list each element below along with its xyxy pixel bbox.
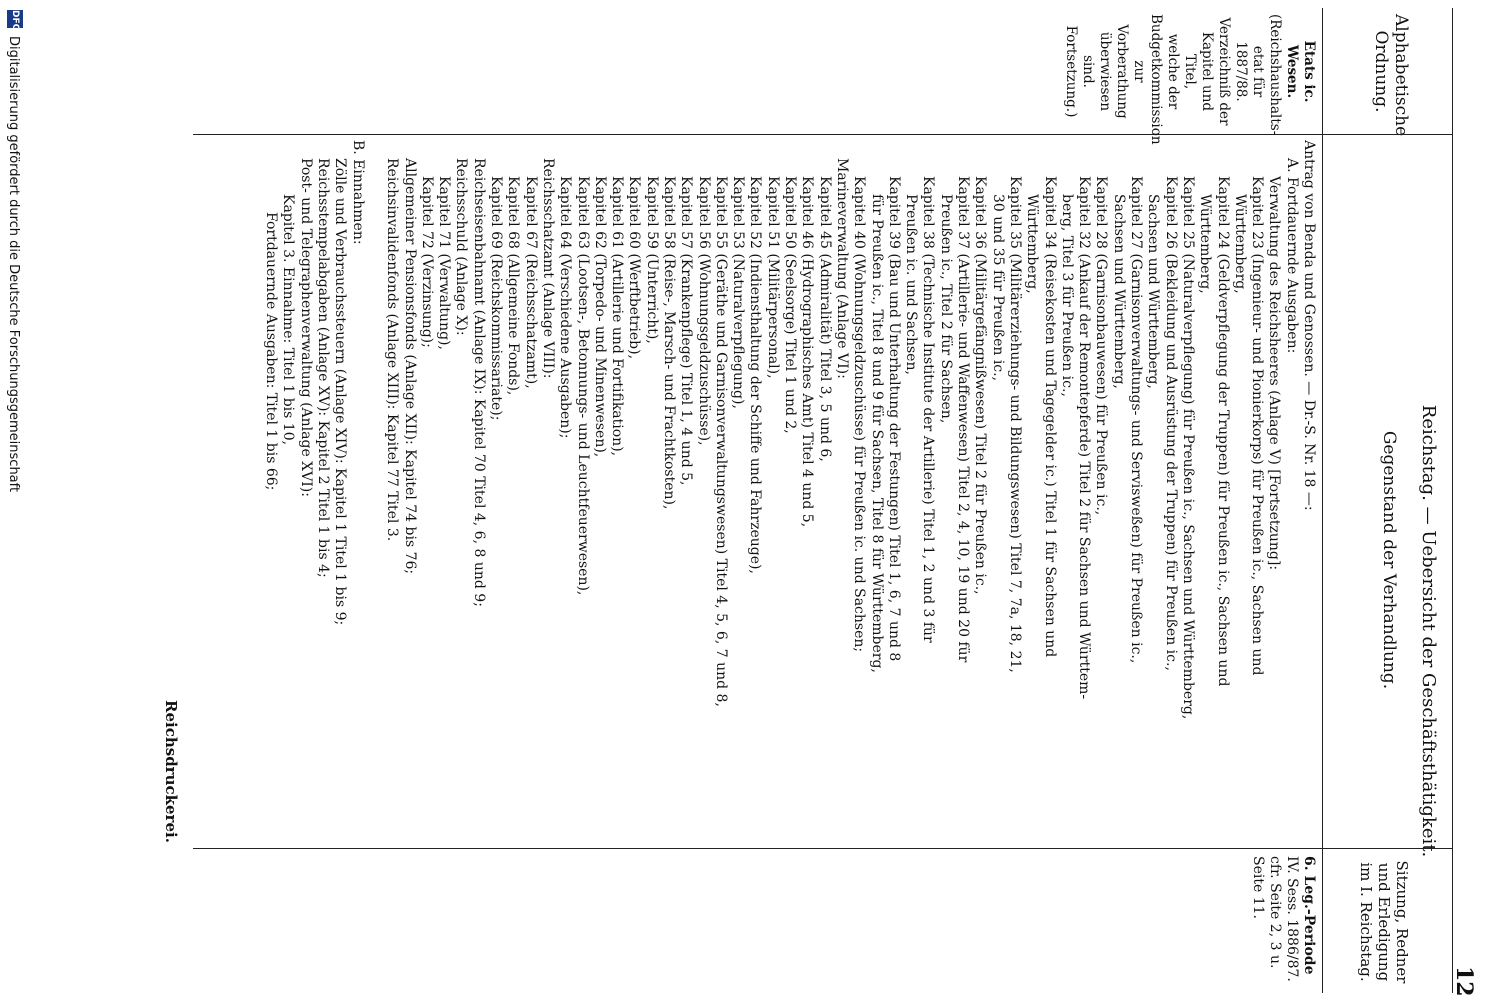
main-text-line: Reichsschuld (Anlage X): — [453, 158, 470, 336]
digitization-notice — [3, 10, 25, 990]
header-right: Sitzung, Redner und Erledigung im I. Reichstag. — [1357, 860, 1411, 984]
main-text-line: Verwaltung des Reichsheeres (Anlage V) [Fortsetzung]: — [1266, 176, 1283, 571]
main-text-line: Kapitel 61 (Artillerie und Fortifikation), — [609, 176, 626, 457]
main-text-line: Württemberg, — [1024, 194, 1041, 294]
main-text-line: Kapitel 38 (Technische Institute der Artillerie) Titel 1, 2 und 3 für — [920, 176, 937, 643]
left-column-line: Etats ic. Wesen. — [1284, 40, 1317, 103]
column-divider-left — [193, 134, 1453, 135]
main-text-line: Kapitel 34 (Reisekosten und Tagegelder ic.) Titel 1 für Sachsen und — [1041, 176, 1058, 658]
main-text-line: Württemberg, — [1197, 194, 1214, 294]
right-column — [1249, 856, 1317, 988]
main-text-line: Kapitel 57 (Krankenpflege) Titel 1, 4 und 5, — [678, 176, 695, 486]
main-text-line: Kapitel 56 (Wohnungsgeldzuschüsse), — [695, 176, 712, 446]
column-divider-right — [193, 848, 1453, 849]
main-text-line: Kapitel 39 (Bau und Unterhaltung der Festungen) Titel 1, 6, 7 und 8 — [885, 176, 902, 662]
main-text-line: 30 und 35 für Preußen ic., — [989, 194, 1006, 382]
main-text-line: Kapitel 23 (Ingenieur- und Pionierkorps) für Preußen ic., Sachsen und — [1249, 176, 1266, 676]
main-text-line: Kapitel 24 (Geldverpflegung der Truppen) für Preußen ic., Sachsen und — [1214, 176, 1231, 687]
header-rule — [1322, 8, 1323, 993]
main-text-line: Kapitel 53 (Naturalverpflegung), — [730, 176, 747, 409]
main-text-line: Reichsinvalidenfonds (Anlage XIII): Kapitel 77 Titel 3. — [384, 158, 401, 542]
main-text-line: Kapitel 52 (Indiensthaltung der Schiffe und Fahrzeuge), — [747, 176, 764, 574]
left-column-line: Fortsetzung.) — [1063, 25, 1079, 118]
main-text-line: Kapitel 69 (Reichskommissariate); — [488, 176, 505, 421]
main-text-line: für Preußen ic., Titel 8 und 9 für Sachsen, Titel 8 für Württemberg, — [868, 194, 885, 673]
main-text-line: Reichsstempelabgaben (Anlage XV): Kapitel 2 Titel 1 bis 4; — [315, 158, 332, 578]
main-text-line: Kapitel 64 (Verschiedene Ausgaben); — [557, 176, 574, 439]
main-text-line — [366, 140, 383, 840]
left-column-line: zur Vorberathung — [1114, 24, 1147, 119]
left-column-line: etat für 1887/88. — [1233, 41, 1266, 102]
main-text-line: Kapitel 3. Einnahme: Titel 1 bis 10, — [280, 194, 297, 446]
main-text-line: Post- und Telegraphenverwaltung (Anlage XVI): — [297, 158, 314, 497]
main-text-line: Kapitel 68 (Allgemeine Fonds), — [505, 176, 522, 396]
left-column-line: überwiesen sind. — [1080, 31, 1113, 112]
main-text-line: Kapitel 46 (Hydrographisches Amt) Titel 4 und 5, — [799, 176, 816, 528]
printer-imprint: Reichsdruckerei. — [162, 700, 180, 843]
main-text-line: Kapitel 50 (Seelsorge) Titel 1 und 2, — [782, 176, 799, 434]
main-text-line: Preußen ic. und Sachsen, — [903, 194, 920, 375]
main-text-line: Kapitel 36 (Militärgefängnißwesen) Titel 2 für Preußen ic., — [972, 176, 989, 595]
main-text-line: Kapitel 45 (Admiralität) Titel 3, 5 und 6, — [816, 176, 833, 462]
main-text-line: Fortdauernde Ausgaben: Titel 1 bis 66; — [263, 212, 280, 491]
page-number: 12 — [1451, 966, 1477, 997]
main-text-line: Kapitel 63 (Lootsen-, Betonnungs- und Leuchtfeuerwesen), — [574, 176, 591, 596]
main-text-line: B. Einnahmen: — [349, 140, 366, 245]
left-column — [1062, 14, 1317, 145]
main-text-line: Sachsen und Württemberg, — [1110, 194, 1127, 389]
right-column-line: 6. Leg.-Periode — [1301, 856, 1317, 975]
main-text-line: Kapitel 40 (Wohnungsgeldzuschüsse) für Preußen ic. und Sachsen; — [851, 176, 868, 653]
main-text-line: Kapitel 55 (Geräthe und Garnisonverwaltungswesen) Titel 4, 5, 6, 7 und 8, — [712, 176, 729, 707]
main-text-line: A. Fortdauernde Ausgaben: — [1283, 158, 1300, 354]
main-text-line: Kapitel 32 (Ankauf der Remontepferde) Titel 2 für Sachsen und Württem- — [1076, 176, 1093, 700]
main-text-line: Kapitel 58 (Reise-, Marsch- und Frachtkosten), — [661, 176, 678, 510]
running-title: Reichstag. — Uebersicht der Geschäftsthätigkeit. — [1418, 404, 1439, 858]
main-text-line: Kapitel 26 (Bekleidung und Ausrüstung der Truppen) für Preußen ic., — [1162, 176, 1179, 671]
left-column-line: Budgetkommission — [1148, 14, 1164, 145]
left-column-line: Verzeichniß der — [1216, 17, 1232, 126]
main-text-line: Preußen ic., Titel 2 für Sachsen, — [937, 194, 954, 424]
main-text-line: Kapitel 71 (Verwaltung), — [436, 176, 453, 350]
main-text-line: Kapitel 60 (Werftbetrieb), — [626, 176, 643, 360]
top-rule — [1452, 8, 1453, 993]
main-text-line: Kapitel 27 (Garnisonverwaltungs- und Servisweßen) für Preußen ic., — [1128, 176, 1145, 664]
main-text-line: Württemberg, — [1231, 194, 1248, 294]
main-text-line: Kapitel 67 (Reichsschatzamt), — [522, 176, 539, 389]
main-text-line: Antrag von Benda und Genossen. — Dr.-S. Nr. 18 —: — [1301, 140, 1317, 511]
main-text-line: Allgemeiner Pensionsfonds (Anlage XII): Kapitel 74 bis 76; — [401, 158, 418, 575]
header-center: Gegenstand der Verhandlung. — [1379, 430, 1399, 690]
main-text-line: Kapitel 72 (Verzinsung); — [418, 176, 435, 348]
main-text-line: Kapitel 25 (Naturalverpflegung) für Preußen ic., Sachsen und Württemberg, — [1179, 176, 1196, 720]
main-text-line: Kapitel 51 (Militärpersonal), — [764, 176, 781, 379]
right-column-line: Seite 11. — [1250, 856, 1266, 919]
main-text-line: Marineverwaltung (Anlage VI): — [833, 158, 850, 379]
right-column-line: cfr. Seite 2, 3 u. — [1267, 856, 1283, 969]
header-left: Alphabetische Ordnung. — [1371, 14, 1411, 137]
main-text-line: Zölle und Verbrauchssteuern (Anlage XIV): Kapitel 1 Titel 1 bis 9; — [332, 158, 349, 626]
left-column-line: Kapitel und Titel, — [1182, 31, 1215, 112]
main-text-line: Reichsschatzamt (Anlage VIII): — [539, 158, 556, 379]
main-text-line: Kapitel 62 (Torpedo- und Minenwesen), — [591, 176, 608, 458]
digitization-notice-text: Digitalisierung gefördert durch die Deutsche Forschungsgemeinschaft — [6, 36, 21, 493]
main-text-line: Kapitel 37 (Artillerie- und Waffenwesen) Titel 2, 4, 10, 19 und 20 für — [955, 176, 972, 663]
main-text-line: Kapitel 35 (Militärerziehungs- und Bildungswesen) Titel 7, 7a, 18, 21, — [1006, 176, 1023, 673]
dfg-logo-icon: DFG — [7, 10, 23, 28]
left-column-line: (Reichshaushalts- — [1267, 14, 1283, 136]
main-text-line: Reichseisenbahnamt (Anlage IX): Kapitel 70 Titel 4, 6, 8 und 9; — [470, 158, 487, 607]
main-column — [262, 140, 1317, 840]
main-text-line: berg, Titel 3 für Preußen ic., — [1058, 194, 1075, 397]
main-text-line: Sachsen und Württemberg, — [1145, 194, 1162, 389]
main-text-line: Kapitel 28 (Garnisonbauwesen) für Preußen ic., — [1093, 176, 1110, 516]
right-column-line: IV. Sess. 1886/87. — [1284, 856, 1300, 982]
left-column-line: welche der — [1165, 33, 1181, 110]
main-text-line: Kapitel 59 (Unterricht), — [643, 176, 660, 344]
